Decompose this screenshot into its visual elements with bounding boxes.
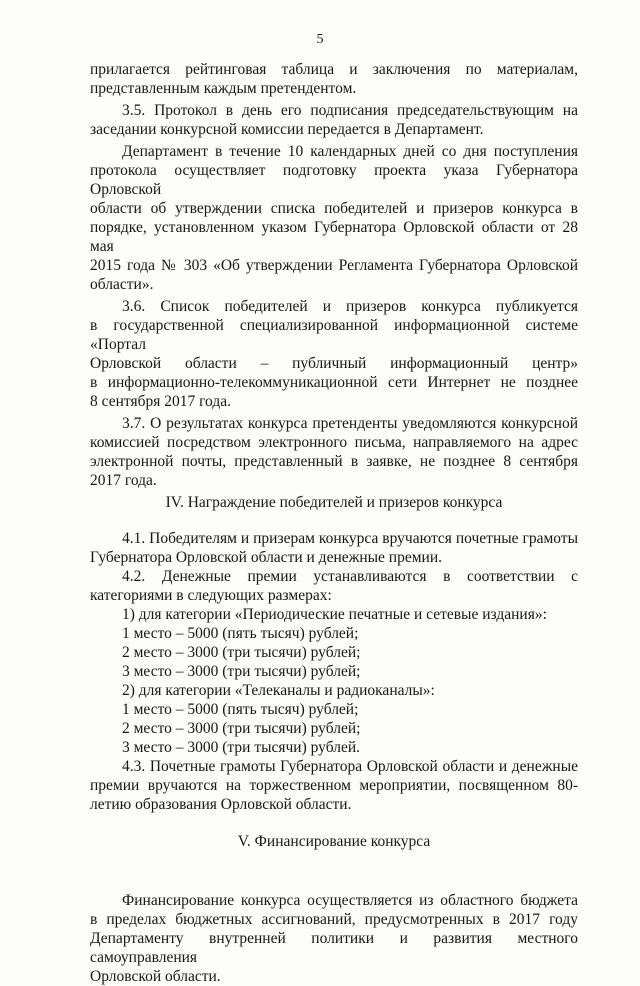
text-line: 4.1. Победителям и призерам конкурса вручаются почетные грамоты <box>122 530 578 547</box>
text-line: премии вручаются на торжественном мероприятии, посвященном 80- <box>90 777 578 794</box>
prize-item: 3 место – 3000 (три тысячи) рублей. <box>122 739 361 756</box>
text-line: в пределах бюджетных ассигнований, предусмотренных в 2017 году <box>90 911 578 928</box>
text-line: 8 сентября 2017 года. <box>90 393 231 410</box>
text-line: Орловской области. <box>90 968 221 985</box>
prize-item: 2 место – 3000 (три тысячи) рублей; <box>122 644 361 661</box>
text-line: Департамент в течение 10 календарных дней со дня поступления <box>122 143 578 160</box>
text-line: 2017 года. <box>90 472 157 489</box>
text-line: летию образования Орловской области. <box>90 796 352 813</box>
text-line: в информационно-телекоммуникационной сети Интернет не позднее <box>90 374 578 391</box>
text-line: заседании конкурсной комиссии передается в Департамент. <box>90 121 484 138</box>
prize-item: 3 место – 3000 (три тысячи) рублей; <box>122 663 361 680</box>
prize-item: 1 место – 5000 (пять тысяч) рублей; <box>122 701 359 718</box>
text-line: Департаменту внутренней политики и развития местного самоуправления <box>90 930 578 966</box>
prize-item: 2 место – 3000 (три тысячи) рублей; <box>122 720 361 737</box>
text-line: Орловской области – публичный информационный центр» <box>90 355 578 372</box>
text-line: Губернатора Орловской области и денежные премии. <box>90 549 442 566</box>
text-line: 4.2. Денежные премии устанавливаются в соответствии с <box>122 568 578 585</box>
page-number: 5 <box>316 32 324 47</box>
category-heading: 1) для категории «Периодические печатные и сетевые издания»: <box>122 606 547 623</box>
text-line: представленным каждым претендентом. <box>90 80 357 97</box>
text-line: 2015 года № 303 «Об утверждении Регламента Губернатора Орловской <box>90 257 578 274</box>
text-line: протокола осуществляет подготовку проекта указа Губернатора Орловской <box>90 162 578 198</box>
text-line: прилагается рейтинговая таблица и заключения по материалам, <box>90 61 578 78</box>
text-line: области». <box>90 276 154 293</box>
text-line: Финансирование конкурса осуществляется из областного бюджета <box>122 892 578 909</box>
section-heading: V. Финансирование конкурса <box>237 833 431 850</box>
prize-item: 1 место – 5000 (пять тысяч) рублей; <box>122 625 359 642</box>
text-line: комиссией посредством электронного письма, направляемого на адрес <box>90 434 578 451</box>
text-line: категориями в следующих размерах: <box>90 587 332 604</box>
text-line: 3.5. Протокол в день его подписания председательствующим на <box>122 102 578 119</box>
text-line: электронной почты, представленный в заявке, не позднее 8 сентября <box>90 453 578 470</box>
text-line: 4.3. Почетные грамоты Губернатора Орловской области и денежные <box>122 758 578 775</box>
text-line: 3.6. Список победителей и призеров конкурса публикуется <box>122 298 578 315</box>
text-line: области об утверждении списка победителей и призеров конкурса в <box>90 200 578 217</box>
text-line: порядке, установленном указом Губернатора Орловской области от 28 мая <box>90 219 578 255</box>
text-line: в государственной специализированной информационной системе «Портал <box>90 317 578 353</box>
document-body <box>90 60 578 986</box>
section-heading: IV. Награждение победителей и призеров конкурса <box>165 494 503 511</box>
category-heading: 2) для категории «Телеканалы и радиоканалы»: <box>122 682 435 699</box>
text-line: 3.7. О результатах конкурса претенденты уведомляются конкурсной <box>122 415 578 432</box>
